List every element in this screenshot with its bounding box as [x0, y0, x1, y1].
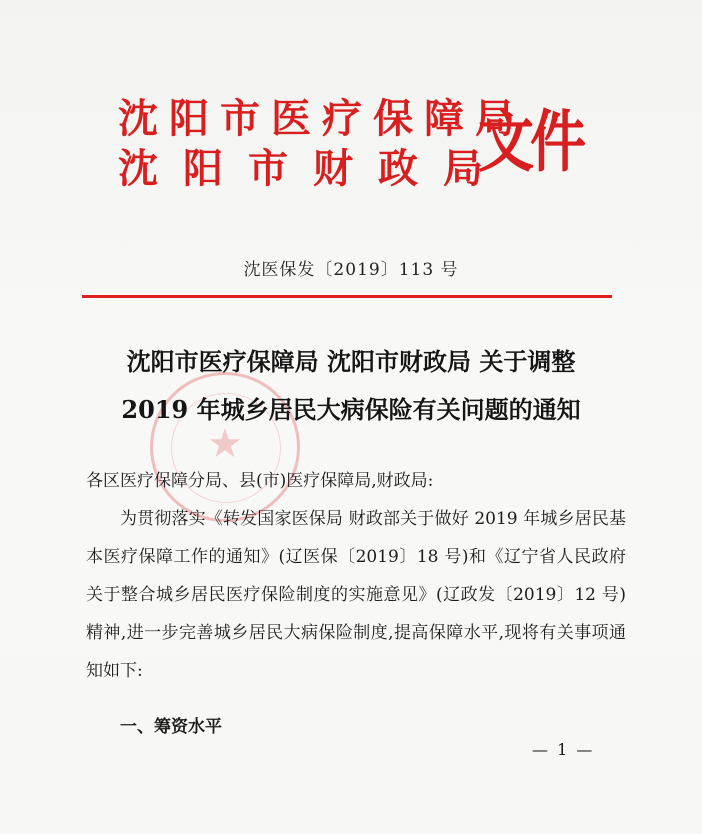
body-paragraph-text: 为贯彻落实《转发国家医保局 财政部关于做好 2019 年城乡居民基本医疗保障工作的通知》(辽医保〔2019〕18 号)和《辽宁省人民政府关于整合城乡居民医疗保险制度的实施意见》(辽政发〔2019〕12 号)精神,进一步完善城乡居民大病保险制度,提高保障水平,现将有关事项通知如下:: [86, 509, 626, 681]
document-header: [118, 96, 588, 196]
seal-star-icon: ★: [207, 421, 243, 467]
issuer-line-2: 沈阳市财政局: [118, 145, 508, 192]
document-type-label: 文件: [478, 102, 582, 182]
document-title-line-2: 2019 年城乡居民大病保险有关问题的通知: [121, 395, 581, 424]
body-paragraph: [86, 500, 626, 690]
page-number: — 1 —: [532, 740, 595, 759]
salutation: 各区医疗保障分局、县(市)医疗保障局,财政局:: [86, 471, 434, 491]
document-title-line-1: 沈阳市医疗保障局 沈阳市财政局 关于调整: [126, 347, 576, 376]
document-number: 沈医保发〔2019〕113 号: [243, 260, 459, 280]
section-heading: 一、筹资水平: [120, 717, 222, 737]
issuer-line-1: 沈阳市医疗保障局: [118, 95, 526, 142]
red-separator-line: [82, 295, 612, 298]
